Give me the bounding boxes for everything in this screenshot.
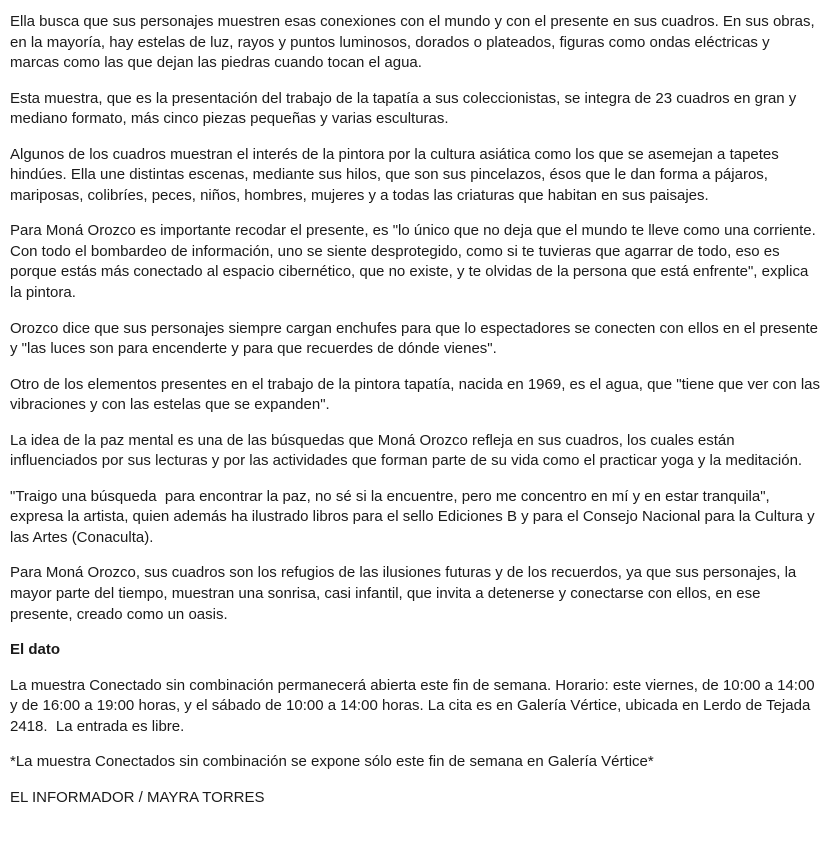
paragraph-schedule-info: La muestra Conectado sin combinación permanecerá abierta este fin de semana. Horario: este viernes, de 10:00 a 14:00 y de 16:00 a 19:00 horas, y el sábado de 10:00 a 14:00 horas. La cita es en Galería Vértice, ubicada en Lerdo de Tejada 2418. La entrada es libre. <box>10 676 819 735</box>
paragraph-asian-culture: Algunos de los cuadros muestran el interés de la pintora por la cultura asiática como los que se asemejan a tapetes hindúes. Ella une distintas escenas, mediante sus hilos, que son sus pincelazos, ésos que le dan forma a pájaros, mariposas, colibríes, peces, niños, hombres, mujeres y a todas las criaturas que habitan en sus paisajes. <box>10 145 783 204</box>
paragraph-exhibit-composition: Esta muestra, que es la presentación del trabajo de la tapatía a sus coleccionistas, se integra de 23 cuadros en gran y mediano formato, más cinco piezas pequeñas y varias esculturas. <box>10 89 801 128</box>
byline: EL INFORMADOR / MAYRA TORRES <box>10 788 265 806</box>
heading-el-dato: El dato <box>10 641 61 659</box>
paragraph-artist-quote: "Traigo una búsqueda para encontrar la paz, no sé si la encuentre, pero me concentro en mí y en estar tranquila", expresa la artista, quien además ha ilustrado libros para el sello Ediciones B y para el Consejo Nacional para la Cultura y las Artes (Conaculta). <box>10 487 819 546</box>
paragraph-refuges-oasis: Para Moná Orozco, sus cuadros son los refugios de las ilusiones futuras y de los recuerdos, ya que sus personajes, la mayor parte del tiempo, muestran una sonrisa, casi infantil, que invita a detenerse y conectarse con ellos, en ese presente, creado como un oasis. <box>10 564 801 623</box>
paragraph-present-quote: Para Moná Orozco es importante recodar el presente, es "lo único que no deja que el mundo te lleve como una corriente. Con todo el bombardeo de información, uno se siente desprotegido, como si te tuvieras que agarrar de todo, eso es porque estás más conectado al espacio cibernético, que no existe, y te olvidas de la persona que está enfrente", explica la pintora. <box>10 222 820 302</box>
paragraph-mental-peace: La idea de la paz mental es una de las búsquedas que Moná Orozco refleja en sus cuadros, los cuales están influenciados por sus lecturas y por las actividades que forman parte de su vida como el practicar yoga y la meditación. <box>10 431 803 470</box>
paragraph-plugs-lights: Orozco dice que sus personajes siempre cargan enchufes para que lo espectadores se conecten con ellos en el presente y "las luces son para encenderte y para que recuerdes de dónde vienes". <box>10 319 823 358</box>
paragraph-water-element: Otro de los elementos presentes en el trabajo de la pintora tapatía, nacida en 1969, es el agua, que "tiene que ver con las vibraciones y con las estelas que se expanden". <box>10 375 825 414</box>
paragraph-exhibit-note: *La muestra Conectados sin combinación se expone sólo este fin de semana en Galería Vértice* <box>10 753 654 771</box>
paragraph-intro-connections: Ella busca que sus personajes muestren esas conexiones con el mundo y con el presente en sus cuadros. En sus obras, en la mayoría, hay estelas de luz, rayos y puntos luminosos, dorados o plateados, figuras como ondas eléctricas y marcas como las que dejan las piedras cuando tocan el agua. <box>10 13 819 72</box>
